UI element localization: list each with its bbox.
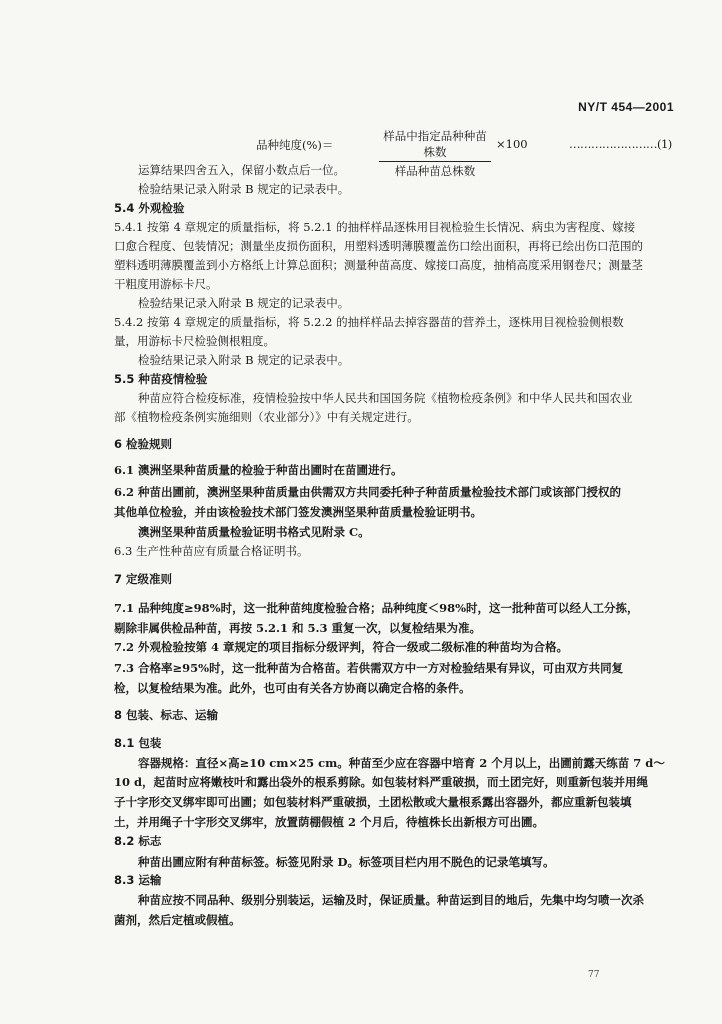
body-text-line: 土，并用绳子十字形交叉绑牢，放置荫棚假植 2 个月后，待植株长出新根方可出圃。 bbox=[114, 815, 545, 829]
chapter-heading-6: 6 检验规则 bbox=[114, 437, 173, 451]
section-heading-8-1: 8.1 包装 bbox=[114, 736, 162, 750]
page-number: 77 bbox=[588, 970, 600, 980]
formula-denominator: 样品种苗总株数 bbox=[394, 164, 476, 178]
body-text-line: 种苗应符合检疫标准，疫情检验按中华人民共和国国务院《植物检疫条例》和中华人民共和国农业 bbox=[138, 391, 633, 405]
section-heading-8-3: 8.3 运输 bbox=[114, 873, 162, 887]
body-text-line: 部《植物检疫条例实施细则（农业部分）》中有关规定进行。 bbox=[114, 410, 419, 424]
clause-5-4-2-line: 5.4.2 按第 4 章规定的质量指标，将 5.2.2 的抽样样品去掉容器苗的营养土，逐株用目视检验侧根数 bbox=[114, 315, 624, 329]
body-text-line: 检验结果记录入附录 B 规定的记录表中。 bbox=[138, 182, 350, 196]
body-text-line: 其他单位检验，并由该检验技术部门签发澳洲坚果种苗质量检验证明书。 bbox=[114, 505, 482, 519]
clause-6-3: 6.3 生产性种苗应有质量合格证明书。 bbox=[114, 544, 309, 558]
body-text-line: 干粗度用游标卡尺。 bbox=[114, 277, 218, 291]
body-text-line: 检验结果记录入附录 B 规定的记录表中。 bbox=[138, 296, 350, 310]
body-text-line: 种苗出圃应附有种苗标签。标签见附录 D。标签项目栏内用不脱色的记录笔填写。 bbox=[138, 855, 555, 869]
clause-7-1-line: 7.1 品种纯度≥98%时，这一批种苗纯度检验合格；品种纯度＜98%时，这一批种苗可以经人工分拣， bbox=[114, 601, 639, 615]
clause-6-2-line: 6.2 种苗出圃前，澳洲坚果种苗质量由供需双方共同委托种子种苗质量检验技术部门或该部门授权的 bbox=[114, 485, 622, 499]
formula-numerator: 样品中指定品种种苗株数 bbox=[379, 128, 491, 162]
standard-code: NY/T 454—2001 bbox=[578, 100, 674, 114]
chapter-heading-7: 7 定级准则 bbox=[114, 572, 173, 586]
body-text-line: 10 d，起苗时应将嫩枝叶和露出袋外的根系剪除。如包装材料严重破损，而土团完好，则重新包装并用绳 bbox=[114, 775, 649, 789]
formula-multiplier: ×100 bbox=[496, 137, 528, 151]
body-text-line: 菌剂，然后定植或假植。 bbox=[114, 913, 241, 927]
formula-equation-number: ……………………(1) bbox=[569, 137, 672, 151]
section-heading-5-5: 5.5 种苗疫情检验 bbox=[114, 372, 208, 386]
clause-5-4-1-line: 5.4.1 按第 4 章规定的质量指标，将 5.2.1 的抽样样品逐株用目视检验生长情况、病虫为害程度、嫁接 bbox=[114, 220, 636, 234]
body-text-line: 检，以复检结果为准。此外，也可由有关各方协商以确定合格的条件。 bbox=[114, 681, 471, 695]
body-text-line: 种苗应按不同品种、级别分别装运，运输及时，保证质量。种苗运到目的地后，先集中均匀喷一次杀 bbox=[138, 893, 644, 907]
body-text-line: 运算结果四舍五入，保留小数点后一位。 bbox=[138, 163, 345, 177]
body-text-line: 口愈合程度、包装情况；测量坐皮损伤面积，用塑料透明薄膜覆盖伤口绘出面积，再将已绘出伤口范围的 bbox=[114, 239, 643, 253]
clause-7-2: 7.2 外观检验按第 4 章规定的项目指标分级评判，符合一级或二级标准的种苗均为合格。 bbox=[114, 640, 569, 654]
body-text-line: 塑料透明薄膜覆盖到小方格纸上计算总面积；测量种苗高度、嫁接口高度，抽梢高度采用钢卷尺；测量茎 bbox=[114, 258, 643, 272]
body-text-line: 子十字形交叉绑牢即可出圃；如包装材料严重破损，土团松散或大量根系露出容器外，都应重新包装填 bbox=[114, 795, 632, 809]
body-text-line: 澳洲坚果种苗质量检验证明书格式见附录 C。 bbox=[138, 525, 370, 539]
body-text-line: 检验结果记录入附录 B 规定的记录表中。 bbox=[138, 353, 350, 367]
clause-6-1: 6.1 澳洲坚果种苗质量的检验于种苗出圃时在苗圃进行。 bbox=[114, 463, 403, 477]
body-text-line: 量，用游标卡尺检验侧根粗度。 bbox=[114, 334, 275, 348]
formula-lhs: 品种纯度(%)＝ bbox=[256, 138, 334, 152]
body-text-line: 剔除非属供检品种苗，再按 5.2.1 和 5.3 重复一次，以复检结果为准。 bbox=[114, 621, 482, 635]
formula-fraction bbox=[379, 128, 491, 179]
body-text-line: 容器规格：直径×高≥10 cm×25 cm。种苗至少应在容器中培育 2 个月以上，出圃前露天练苗 7 d～ bbox=[138, 756, 665, 770]
chapter-heading-8: 8 包装、标志、运输 bbox=[114, 708, 219, 722]
section-heading-8-2: 8.2 标志 bbox=[114, 834, 162, 848]
purity-formula bbox=[256, 128, 676, 178]
clause-7-3-line: 7.3 合格率≥95%时，这一批种苗为合格苗。若供需双方中一方对检验结果有异议，可由双方共同复 bbox=[114, 661, 624, 675]
section-heading-5-4: 5.4 外观检验 bbox=[114, 201, 185, 215]
